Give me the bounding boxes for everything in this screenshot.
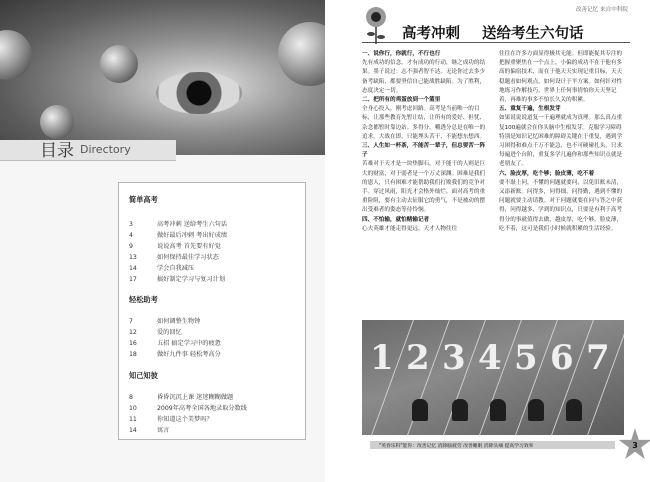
- toc-item[interactable]: [129, 327, 182, 336]
- toc-item-number: 14: [129, 427, 137, 434]
- toc-item[interactable]: [129, 316, 200, 325]
- toc-item[interactable]: [129, 403, 247, 412]
- toc-item[interactable]: [129, 392, 233, 401]
- section-heading: 六、脸皮厚，吃个够；脸皮薄，吃不着: [499, 170, 595, 177]
- section-heading: 三、人生如一杯茶，不能苦一辈子，但总要苦一阵子: [362, 143, 486, 159]
- section-heading: 四、不怕输，就怕赌输记者: [362, 216, 430, 223]
- article-headline: [402, 22, 584, 43]
- toc-item-text: 说说高考 首先要有好觉: [157, 243, 221, 250]
- toc-item-number: 17: [129, 276, 137, 283]
- body-paragraph: 先有成功的信念，才有成功的行动，继之成功的结果。墨子说过：志不强者智不达。无论你过去多少备考缺陷，都要坚信自己能战胜缺陷。为了胜利，态度决定一切。: [362, 60, 486, 94]
- toc-item-text: 爱的回忆: [157, 329, 182, 336]
- section-heading: 二、把所有的鸡蛋放到一个篮里: [362, 97, 441, 104]
- toc-item-text: 高考冲刺 送给考生六句话: [157, 221, 228, 228]
- body-paragraph: 全身心投入，刚考虑回路。高考是当前唯一的目标，让那些教育先暂让结，让所有的爱好、担忧、杂念都暂时靠边站。多得分，嚼透分总是在唯一的追求。大战在即，只能埋头苦干，不能想东想西。: [362, 106, 486, 140]
- toc-item-text: 寓言: [157, 427, 170, 434]
- toc-item-number: 7: [129, 318, 133, 325]
- toc-item[interactable]: [129, 219, 227, 228]
- headline-left: 高考冲刺: [402, 26, 460, 42]
- toc-item-number: 18: [129, 351, 137, 358]
- toc-item-text: 搞好制定学习与复习计划: [157, 276, 226, 283]
- toc-item[interactable]: [129, 425, 169, 434]
- toc-item-text: 学会自我减压: [157, 265, 195, 272]
- body-paragraph: 往往在许多方面显得极其无能。但即能捉其专注的把握重聚焦在一个点上，小偏的成功不在于他有多高的偏宿技术，而在于他天天实现记重目标，天天稳题看如何观点，如何设计于平方案。如何针对性地练习作解技巧，世界上任何事情怕你天天坚记着，再难的事多不怕长久关的积累。: [499, 51, 623, 104]
- toc-section-title: 简单高考: [129, 195, 158, 204]
- headline-divider: [362, 42, 630, 43]
- toc-item[interactable]: [129, 414, 213, 423]
- toc-item-text: 昏昏沉沉上课 迷迷糊糊做题: [157, 394, 234, 401]
- toc-title: 目录: [40, 141, 74, 161]
- article-column-2: [499, 50, 627, 234]
- page-number: 3: [632, 441, 638, 450]
- planet-left: [0, 30, 32, 80]
- toc-item-number: 8: [129, 394, 133, 401]
- toc-section-title: 轻松助考: [129, 295, 158, 304]
- track-number: 2: [406, 338, 430, 378]
- track-number: 3: [442, 338, 466, 378]
- body-paragraph: 要不耻上问，不懂的问题就要问，以免旧账未清，又添新账。问得多，问得细，问得勤，遇到不懂的问题就要主动请教。对于问题就要在问与答之中获得，问得越多，学到的知识点，只要是有利于高考得分的事就值得去做，越皮厚，吃个够，脸皮薄，吃不着，这可是我们小时候就积累的生活经验。: [499, 179, 623, 232]
- track-number: 7: [586, 338, 610, 378]
- running-track-photo: [362, 320, 624, 435]
- eye-image: [156, 72, 242, 114]
- planet-right: [278, 22, 325, 86]
- headline-right: 送给考生六句话: [482, 26, 584, 42]
- toc-section-title: 知己知彼: [129, 371, 158, 380]
- toc-item-text: 如何调整生物钟: [157, 318, 201, 325]
- toc-item-text: 你知道这个美梦吗？: [157, 416, 213, 423]
- body-paragraph: 如果说说说道复一千遍理就成为真理。那么真点重复100遍就会在你头脑中生根发芽。克服学习障碍特别是知识记忆困难的障碍关键在于重复，遇到学习困得和难点千万不能急，也不可硬碰扎头，只求每遍进个台阶，重复多学几遍你和那些知识点就是老朋友了。: [499, 115, 623, 168]
- toc-item-text: 做好最后冲刺 考出好成绩: [157, 232, 228, 239]
- planet-center: [100, 45, 138, 83]
- planet-bottom: [40, 105, 74, 139]
- toc-item-number: 12: [129, 329, 137, 336]
- toc-item-text: 五招 搞定学习中的疲惫: [157, 340, 221, 347]
- body-paragraph: 苦难对于天才是一块垫脚石，对于能干的人则是巨大的财富，对于弱者是一个万丈深渊。困难是我们的恩人，只有困难才能帮助我们打败我们的竞争对手。穿过风雨，阳光才会格外灿烂。面对高考的重重险阻，要有主动去征服它的勇气，不是被动的摆出受难者的姿态等待怜悯。: [362, 161, 486, 214]
- article-column-1: [362, 50, 490, 234]
- track-number: 6: [550, 338, 574, 378]
- magazine-header: 改善记忆 来自中科院: [575, 7, 628, 13]
- toc-item[interactable]: [129, 338, 221, 347]
- toc-item-text: 如何保持最佳学习状态: [157, 254, 219, 261]
- body-paragraph: 心夫英雄才能走得更远。天才人物往往: [362, 225, 458, 232]
- toc-item[interactable]: [129, 274, 225, 283]
- runner: [566, 399, 582, 421]
- toc-item-number: 11: [129, 416, 137, 423]
- toc-item[interactable]: [129, 252, 219, 261]
- eye-planets-photo: [0, 0, 325, 155]
- track-number: 5: [514, 338, 538, 378]
- toc-item-text: 做好九件事 轻松考高分: [157, 351, 221, 358]
- table-of-contents: [118, 182, 306, 440]
- toc-item-number: 16: [129, 340, 137, 347]
- section-heading: 一、说你行，你就行，不行也行: [362, 51, 441, 57]
- toc-item-number: 9: [129, 243, 133, 250]
- toc-item[interactable]: [129, 241, 221, 250]
- runner: [452, 399, 468, 421]
- toc-item[interactable]: [129, 263, 194, 272]
- toc-title-en: Directory: [80, 143, 131, 156]
- toc-item[interactable]: [129, 349, 221, 358]
- toc-item-number: 14: [129, 265, 137, 272]
- runner: [412, 399, 428, 421]
- runner: [490, 399, 506, 421]
- toc-item-number: 4: [129, 232, 133, 239]
- track-number: 4: [478, 338, 502, 378]
- section-heading: 五、重复千遍，生根发芽: [499, 106, 561, 113]
- right-page: [325, 0, 650, 482]
- runner: [528, 399, 544, 421]
- footer-slogan: "英春乐科"能你：改善记忆 消除脑疲劳 改善睡眠 消除头痛 提高学习效率: [379, 444, 534, 449]
- track-number: 1: [370, 338, 394, 378]
- toc-item-number: 13: [129, 254, 137, 261]
- toc-item[interactable]: [129, 230, 227, 239]
- toc-item-number: 10: [129, 405, 137, 412]
- toc-item-number: 3: [129, 221, 133, 228]
- sunflower-icon: [362, 6, 390, 44]
- toc-item-text: 2009年高考全国各地录取分数线: [157, 405, 247, 412]
